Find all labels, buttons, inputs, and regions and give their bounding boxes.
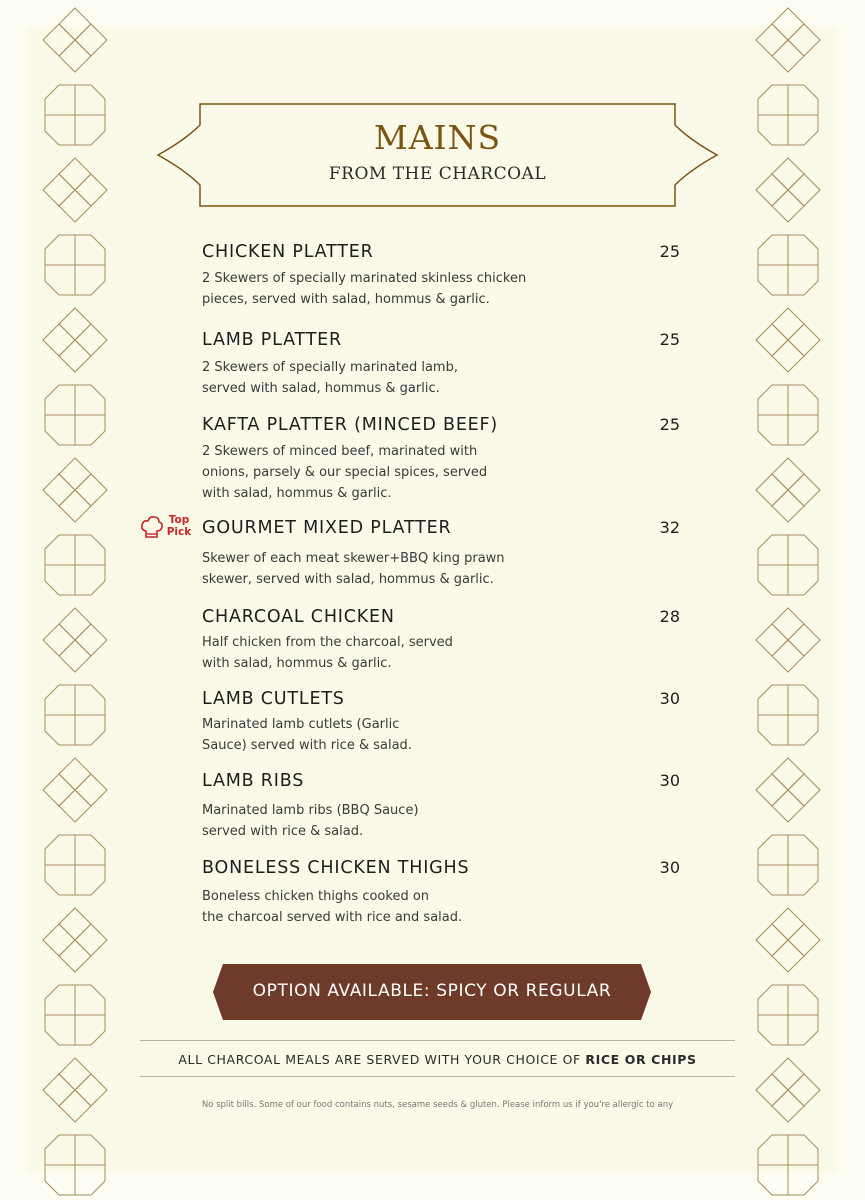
- disclaimer: No split bills. Some of our food contains nuts, sesame seeds & gluten. Please inform us if you're allergic to any: [201, 1100, 674, 1110]
- menu-item-lamb-cutlets: [202, 689, 682, 759]
- page-subtitle: FROM THE CHARCOAL: [328, 164, 547, 184]
- item-description: Marinated lamb ribs (BBQ Sauce) served with rice & salad.: [202, 803, 419, 839]
- left-ornament-border: [40, 0, 110, 1200]
- item-description: Half chicken from the charcoal, served with salad, hommus & garlic.: [202, 635, 453, 671]
- footer-note: ALL CHARCOAL MEALS ARE SERVED WITH YOUR CHOICE OF RICE OR CHIPS: [178, 1052, 697, 1067]
- title-frame: [155, 100, 720, 210]
- ornament-flower: [756, 758, 820, 822]
- ornament-flower: [43, 608, 107, 672]
- option-banner: [213, 964, 651, 1020]
- item-name: LAMB CUTLETS: [202, 689, 345, 709]
- ornament-octagon: [758, 1135, 818, 1195]
- ornament-octagon: [45, 235, 105, 295]
- ornament-flower: [756, 1058, 820, 1122]
- menu-item-gourmet-mixed-platter: [202, 518, 682, 593]
- item-description: Skewer of each meat skewer+BBQ king prawn skewer, served with salad, hommus & garlic.: [202, 551, 505, 587]
- item-description: Marinated lamb cutlets (Garlic Sauce) served with rice & salad.: [202, 717, 412, 753]
- menu-item-kafta-platter: [202, 415, 682, 505]
- ornament-flower: [756, 608, 820, 672]
- item-name: CHARCOAL CHICKEN: [202, 607, 395, 627]
- right-ornament-border: [753, 0, 823, 1200]
- ornament-flower: [43, 758, 107, 822]
- item-name: GOURMET MIXED PLATTER: [202, 518, 452, 538]
- item-description: 2 Skewers of specially marinated lamb, served with salad, hommus & garlic.: [202, 360, 458, 396]
- ornament-octagon: [758, 835, 818, 895]
- ornament-flower: [43, 8, 107, 72]
- item-price: 28: [659, 607, 680, 626]
- ornament-octagon: [758, 535, 818, 595]
- item-price: 30: [659, 689, 680, 708]
- item-price: 30: [659, 771, 680, 790]
- ornament-octagon: [45, 85, 105, 145]
- item-price: 30: [659, 858, 680, 877]
- menu-item-boneless-chicken-thighs: [202, 858, 682, 930]
- footer-highlight: RICE OR CHIPS: [585, 1052, 697, 1067]
- item-price: 25: [659, 242, 680, 261]
- page-title: MAINS: [373, 118, 502, 157]
- menu-item-charcoal-chicken: [202, 607, 682, 677]
- ornament-octagon: [45, 385, 105, 445]
- ornament-octagon: [45, 685, 105, 745]
- ornament-flower: [43, 1058, 107, 1122]
- menu-item-lamb-ribs: [202, 771, 682, 843]
- item-price: 32: [659, 518, 680, 537]
- ornament-octagon: [758, 685, 818, 745]
- ornament-octagon: [758, 85, 818, 145]
- ornament-flower: [756, 8, 820, 72]
- item-name: BONELESS CHICKEN THIGHS: [202, 858, 470, 878]
- item-name: LAMB PLATTER: [202, 330, 342, 350]
- item-description: 2 Skewers of specially marinated skinless chicken pieces, served with salad, hommus & garlic.: [202, 271, 527, 307]
- item-name: KAFTA PLATTER (MINCED BEEF): [202, 415, 499, 435]
- ornament-octagon: [758, 235, 818, 295]
- ornament-octagon: [758, 385, 818, 445]
- top-pick-label: Top Pick: [166, 514, 192, 538]
- item-price: 25: [659, 415, 680, 434]
- ornament-flower: [756, 308, 820, 372]
- ornament-flower: [756, 458, 820, 522]
- item-description: Boneless chicken thighs cooked on the charcoal served with rice and salad.: [202, 889, 463, 925]
- ornament-octagon: [45, 1135, 105, 1195]
- ornament-octagon: [45, 535, 105, 595]
- chef-hat-icon: [140, 515, 164, 541]
- divider-top: [140, 1040, 735, 1041]
- ornament-flower: [43, 308, 107, 372]
- ornament-flower: [43, 908, 107, 972]
- item-name: CHICKEN PLATTER: [202, 242, 374, 262]
- menu-item-chicken-platter: [202, 242, 682, 312]
- ornament-octagon: [45, 835, 105, 895]
- item-description: 2 Skewers of minced beef, marinated with onions, parsely & our special spices, served with salad, hommus & garlic.: [202, 444, 488, 501]
- item-name: LAMB RIBS: [202, 771, 305, 791]
- ornament-octagon: [45, 985, 105, 1045]
- item-price: 25: [659, 330, 680, 349]
- divider-bottom: [140, 1076, 735, 1077]
- ornament-octagon: [758, 985, 818, 1045]
- option-text: OPTION AVAILABLE: SPICY OR REGULAR: [252, 981, 612, 1001]
- top-pick-badge: [140, 514, 196, 542]
- ornament-flower: [43, 158, 107, 222]
- menu-item-lamb-platter: [202, 330, 682, 400]
- ornament-flower: [756, 908, 820, 972]
- ornament-flower: [756, 158, 820, 222]
- ornament-flower: [43, 458, 107, 522]
